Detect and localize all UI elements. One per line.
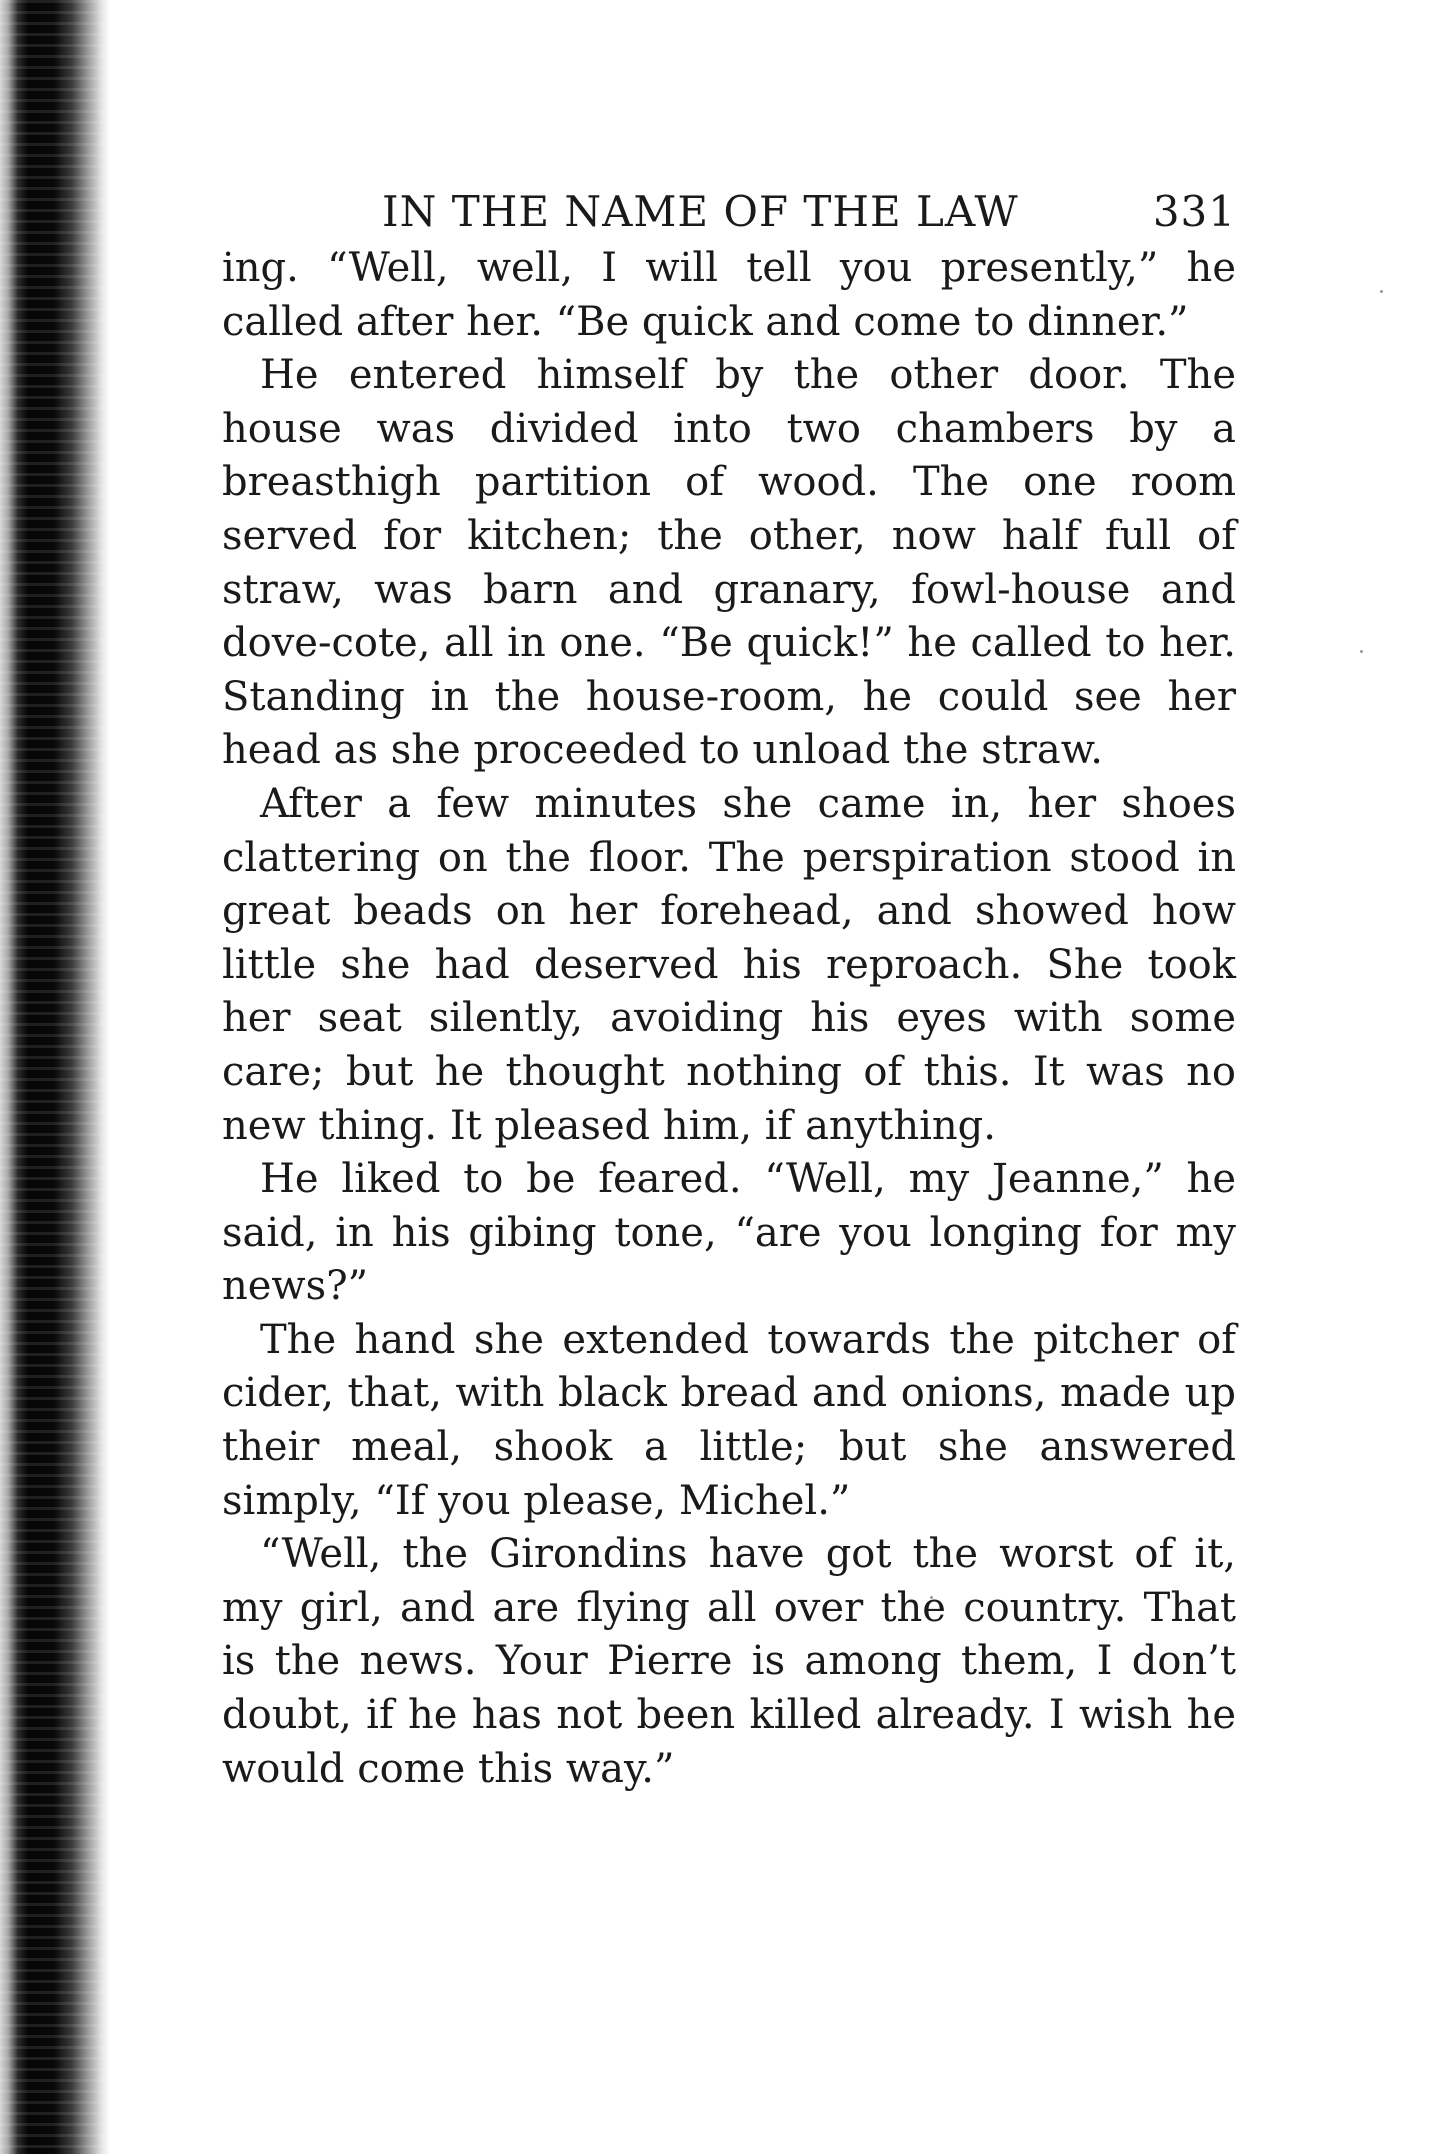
paragraph: He entered himself by the other door. The house was divided into two chambers by a breasthigh partition of wood. The one room served for kitchen; the other, now half full of straw, was barn and granary, fowl-house and dove-cote, all in one. “Be quick!” he called to her. Standing in the house-room, he could see her head as she proceeded to unload the straw. bbox=[222, 352, 1236, 774]
paragraph: ing. “Well, well, I will tell you presently,” he called after her. “Be quick and come to dinner.” bbox=[222, 245, 1236, 345]
paper-speck bbox=[1380, 290, 1383, 293]
paragraph: He liked to be feared. “Well, my Jeanne,” he said, in his gibing tone, “are you longing for my news?” bbox=[222, 1156, 1236, 1310]
binding-gutter-shadow bbox=[0, 0, 110, 2154]
book-page bbox=[222, 186, 1236, 1796]
paragraph: After a few minutes she came in, her shoes clattering on the floor. The perspiration stood in great beads on her forehead, and showed how little she had deserved his reproach. She took her seat silently, avoiding his eyes with some care; but he thought nothing of this. It was no new thing. It pleased him, if anything. bbox=[222, 780, 1236, 1149]
running-head-title: IN THE NAME OF THE LAW bbox=[382, 187, 1019, 236]
page-number: 331 bbox=[1152, 187, 1236, 236]
running-head bbox=[222, 186, 1236, 238]
paragraph: “Well, the Girondins have got the worst of it, my girl, and are flying all over the country. That is the news. Your Pierre is among them, I don’t doubt, if he has not been killed already. I wish he would come this way.” bbox=[222, 1531, 1236, 1792]
paper-speck bbox=[1360, 650, 1363, 653]
paragraph: The hand she extended towards the pitcher of cider, that, with black bread and onions, made up their meal, shook a little; but she answered simply, “If you please, Michel.” bbox=[222, 1316, 1236, 1524]
body-text bbox=[222, 242, 1236, 1796]
